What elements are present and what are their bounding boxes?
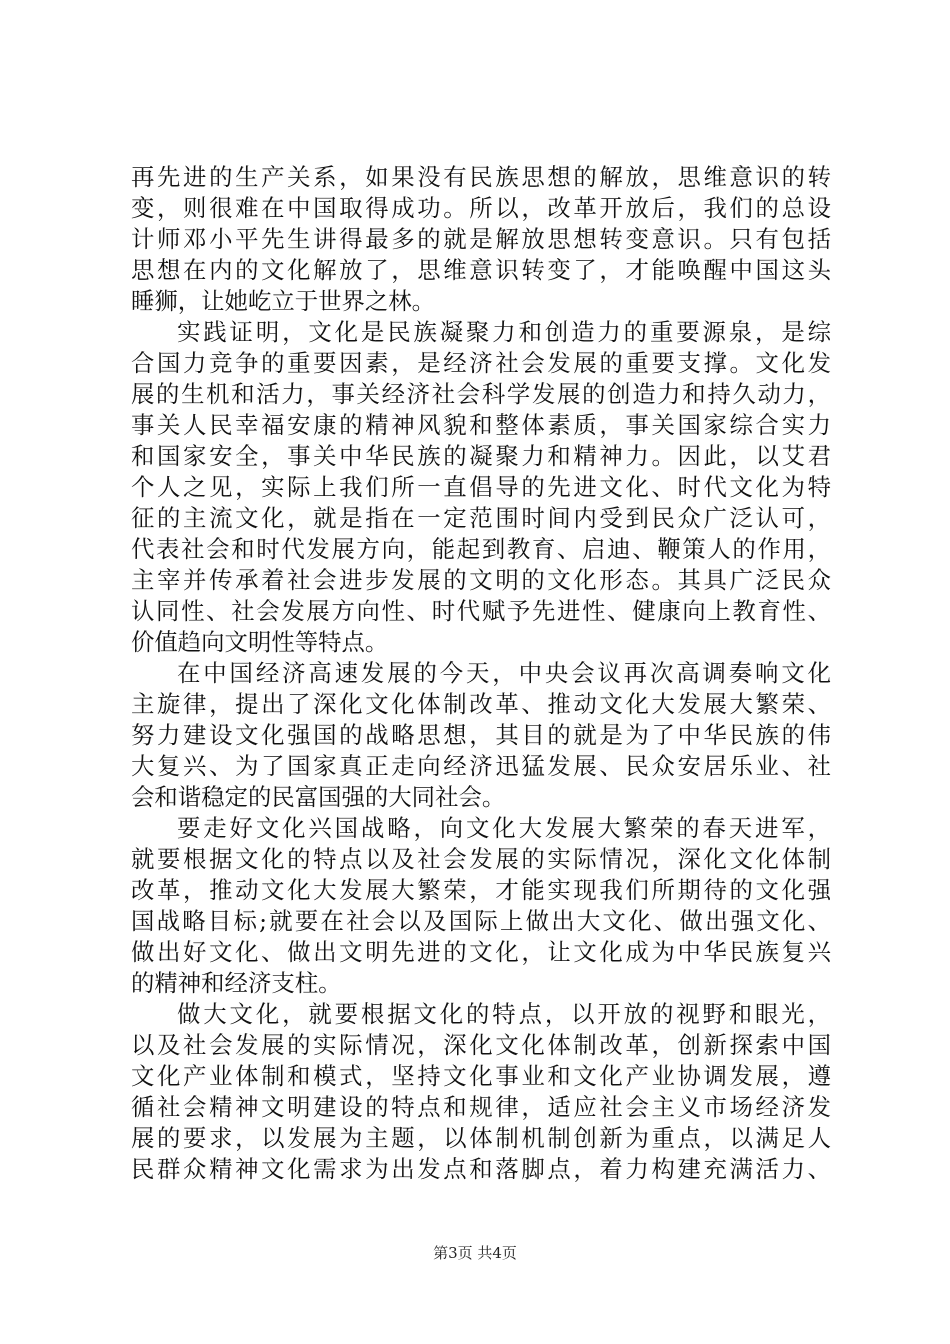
text-line: 思想在内的文化解放了，思维意识转变了，才能唤醒中国这头 [131,256,831,284]
text-line: 展的要求，以发展为主题，以体制机制创新为重点，以满足人 [131,1124,831,1152]
text-line: 主宰并传承着社会进步发展的文明的文化形态。其具广泛民众 [131,566,831,594]
text-line: 认同性、社会发展方向性、时代赋予先进性、健康向上教育性、 [131,597,831,625]
document-body [131,162,831,1185]
text-line: 征的主流文化，就是指在一定范围时间内受到民众广泛认可， [131,504,831,532]
text-line: 再先进的生产关系，如果没有民族思想的解放，思维意识的转 [131,163,831,191]
text-line: 改革，推动文化大发展大繁荣，才能实现我们所期待的文化强 [131,876,831,904]
text-line: 和国家安全，事关中华民族的凝聚力和精神力。因此，以艾君 [131,442,831,470]
text-line: 做大文化，就要根据文化的特点，以开放的视野和眼光， [177,1000,831,1028]
text-line: 就要根据文化的特点以及社会发展的实际情况，深化文化体制 [131,845,831,873]
text-line: 计师邓小平先生讲得最多的就是解放思想转变意识。只有包括 [131,225,831,253]
paragraph-3 [131,658,831,813]
text-line: 变，则很难在中国取得成功。所以，改革开放后，我们的总设 [131,194,831,222]
paragraph-5 [131,999,831,1185]
paragraph-2 [131,317,831,658]
text-line: 个人之见，实际上我们所一直倡导的先进文化、时代文化为特 [131,473,831,501]
text-line: 大复兴、为了国家真正走向经济迅猛发展、民众安居乐业、社 [131,752,831,780]
text-line: 民群众精神文化需求为出发点和落脚点，着力构建充满活力、 [131,1155,831,1183]
text-line: 实践证明，文化是民族凝聚力和创造力的重要源泉，是综 [177,318,831,346]
text-line: 的精神和经济支柱。 [131,969,342,997]
paragraph-4 [131,813,831,999]
text-line: 要走好文化兴国战略，向文化大发展大繁荣的春天进军， [177,814,831,842]
text-line: 做出好文化、做出文明先进的文化，让文化成为中华民族复兴 [131,938,831,966]
text-line: 展的生机和活力，事关经济社会科学发展的创造力和持久动力， [131,380,831,408]
text-line: 价值趋向文明性等特点。 [131,628,389,656]
text-line: 合国力竞争的重要因素，是经济社会发展的重要支撑。文化发 [131,349,831,377]
text-line: 文化产业体制和模式，坚持文化事业和文化产业协调发展，遵 [131,1062,831,1090]
paragraph-1 [131,162,831,317]
text-line: 循社会精神文明建设的特点和规律，适应社会主义市场经济发 [131,1093,831,1121]
text-line: 代表社会和时代发展方向，能起到教育、启迪、鞭策人的作用， [131,535,831,563]
page-number-footer: 第3页 共4页 [433,1244,517,1262]
text-line: 国战略目标;就要在社会以及国际上做出大文化、做出强文化、 [131,907,831,935]
text-line: 会和谐稳定的民富国强的大同社会。 [131,783,506,811]
text-line: 睡狮，让她屹立于世界之林。 [131,287,436,315]
text-line: 以及社会发展的实际情况，深化文化体制改革，创新探索中国 [131,1031,831,1059]
text-line: 事关人民幸福安康的精神风貌和整体素质，事关国家综合实力 [131,411,831,439]
text-line: 努力建设文化强国的战略思想，其目的就是为了中华民族的伟 [131,721,831,749]
text-line: 在中国经济高速发展的今天，中央会议再次高调奏响文化 [177,659,831,687]
text-line: 主旋律，提出了深化文化体制改革、推动文化大发展大繁荣、 [131,690,831,718]
